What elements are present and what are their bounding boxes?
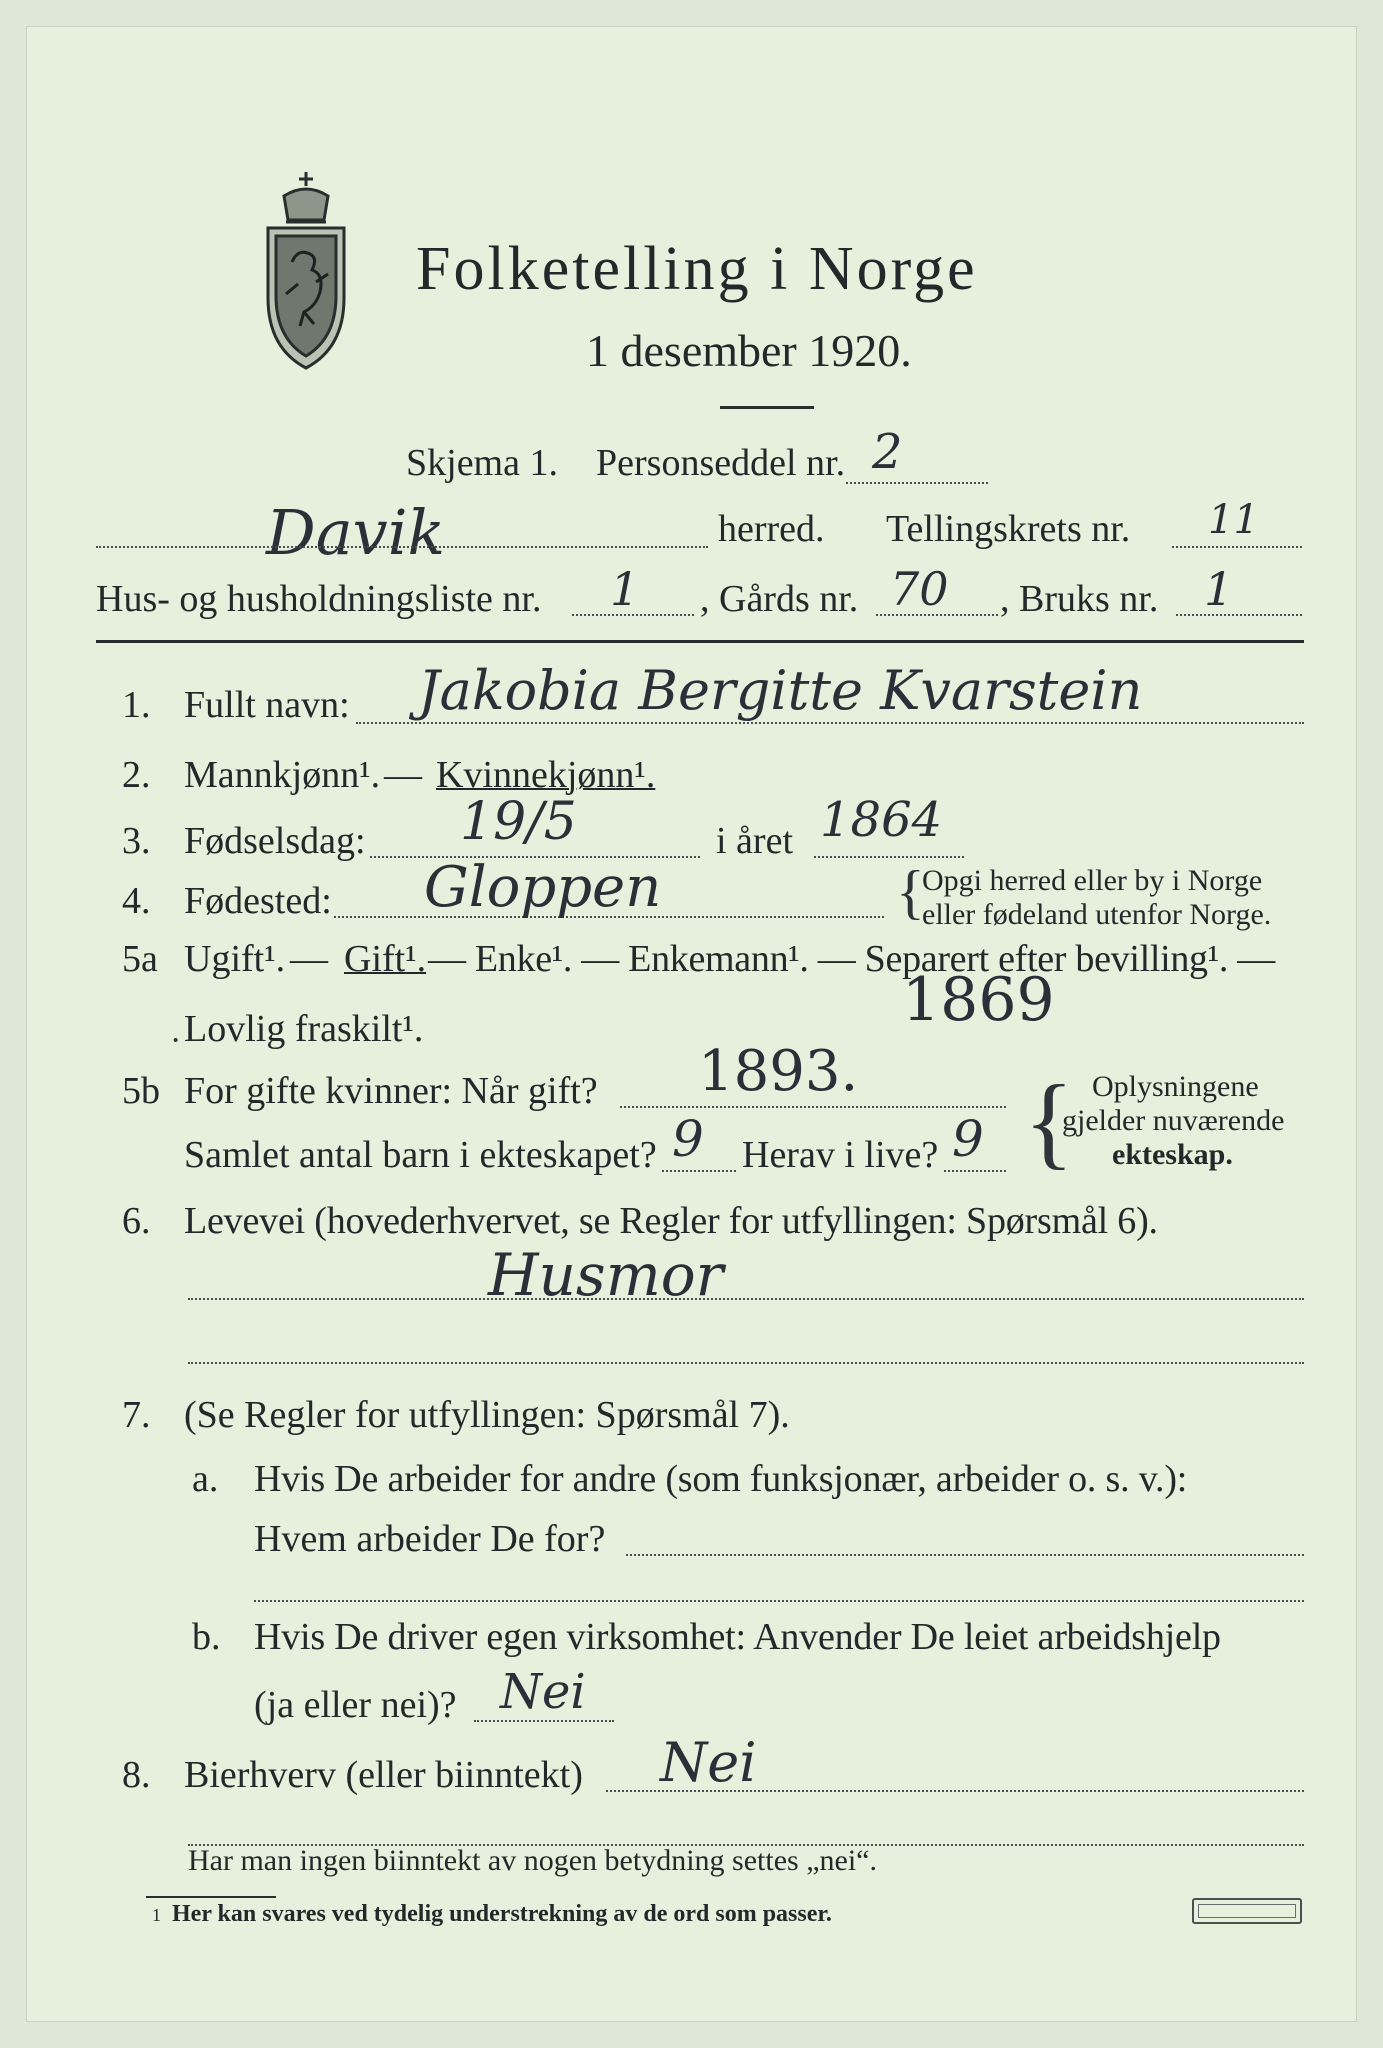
q5b-label: For gifte kvinner: Når gift?: [184, 1070, 598, 1112]
q6-value: Husmor: [488, 1241, 724, 1309]
q7a-label: Hvis De arbeider for andre (som funksjonær, arbeider o. s. v.):: [254, 1458, 1188, 1500]
bruks-line: [1176, 614, 1302, 616]
q4-number: 4.: [122, 880, 151, 922]
title-divider: [720, 406, 814, 409]
footer-note: Har man ingen biinntekt av nogen betydning settes „nei“.: [188, 1844, 877, 1877]
q6-line2: [188, 1362, 1304, 1364]
q2-separator: —: [384, 754, 422, 796]
q8-number: 8.: [122, 1754, 151, 1796]
skjema-label: Skjema 1.: [406, 442, 558, 484]
q8-label: Bierhverv (eller biinntekt): [184, 1754, 583, 1796]
q5a-extra-note: 1869: [902, 965, 1055, 1035]
q1-number: 1.: [122, 684, 151, 726]
q3-year-value: 1864: [820, 792, 943, 848]
q3-number: 3.: [122, 820, 151, 862]
ink-dot: ·: [170, 1022, 182, 1059]
q6-number: 6.: [122, 1200, 151, 1242]
gards-label: , Gårds nr.: [700, 578, 859, 620]
q7b-line: [474, 1720, 614, 1722]
q5a-number: 5a: [122, 938, 158, 980]
q8-value: Nei: [660, 1731, 757, 1794]
footnote-text: Her kan svares ved tydelig understrekning av de ord som passer.: [172, 1901, 832, 1927]
personseddel-line: [846, 482, 988, 484]
q5a-ugift: Ugift¹.: [184, 938, 286, 980]
q1-line: [356, 722, 1304, 724]
bruks-label: , Bruks nr.: [1000, 578, 1159, 620]
header-divider: [96, 640, 1304, 643]
q2-female-option: Kvinnekjønn¹.: [436, 754, 656, 796]
q3-year-label: i året: [716, 820, 794, 862]
q5b-brace: {: [1024, 1064, 1074, 1179]
printer-stamp-icon: [1192, 1898, 1302, 1924]
q7b-question: (ja eller nei)?: [254, 1684, 457, 1726]
tellingskrets-value: 11: [1208, 497, 1259, 543]
q4-brace: {: [896, 859, 925, 925]
personseddel-value: 2: [872, 424, 903, 480]
hus-label: Hus- og husholdningsliste nr.: [96, 578, 542, 620]
q7b-label: Hvis De driver egen virksomhet: Anvender De leiet arbeidshjelp: [254, 1616, 1221, 1658]
herred-value: Davik: [266, 496, 446, 569]
q7a-line2: [254, 1600, 1304, 1602]
q4-value: Gloppen: [424, 855, 662, 920]
q5b-note-line2: gjelder nuværende: [1062, 1104, 1285, 1137]
census-date: 1 desember 1920.: [586, 325, 912, 376]
personseddel-label: Personseddel nr.: [596, 442, 846, 484]
q5b-children-label: Samlet antal barn i ekteskapet?: [184, 1134, 657, 1176]
q5b-value: 1893.: [698, 1039, 859, 1104]
q7b-value: Nei: [500, 1664, 586, 1720]
q5b-alive-line: [944, 1170, 1006, 1172]
q6-label: Levevei (hovederhvervet, se Regler for utfyllingen: Spørsmål 6).: [184, 1200, 1158, 1242]
q5b-alive-value: 9: [952, 1110, 984, 1168]
q7-label: (Se Regler for utfyllingen: Spørsmål 7).: [184, 1394, 790, 1436]
q5a-other-options: — Enke¹. — Enkemann¹. — Separert efter bevilling¹. —: [428, 938, 1275, 980]
q4-label: Fødested:: [184, 880, 332, 922]
q7-number: 7.: [122, 1394, 151, 1436]
hus-value: 1: [610, 562, 640, 616]
q5b-note-line3: ekteskap.: [1112, 1138, 1233, 1171]
q5a-gift: Gift¹.: [344, 938, 427, 980]
q3-year-line: [814, 856, 964, 858]
q5a-lovlig-fraskilt: Lovlig fraskilt¹.: [184, 1008, 424, 1050]
herred-label: herred.: [718, 508, 825, 550]
q5b-children-value: 9: [672, 1110, 704, 1168]
q2-male-option: Mannkjønn¹.: [184, 754, 381, 796]
q5b-children-line: [662, 1170, 736, 1172]
q5b-note-line1: Oplysningene: [1092, 1070, 1259, 1103]
q1-label: Fullt navn:: [184, 684, 350, 726]
q7a-question: Hvem arbeider De for?: [254, 1518, 606, 1560]
gards-value: 70: [890, 562, 949, 616]
form-title: Folketelling i Norge: [416, 235, 978, 303]
q6-line1: [188, 1298, 1304, 1300]
tellingskrets-line: [1172, 546, 1302, 548]
q7b-letter: b.: [192, 1616, 221, 1658]
q5b-alive-label: Herav i live?: [742, 1134, 939, 1176]
q4-note-line1: Opgi herred eller by i Norge: [922, 864, 1263, 897]
q2-number: 2.: [122, 754, 151, 796]
q5b-line: [620, 1106, 1006, 1108]
q5b-number: 5b: [122, 1070, 160, 1112]
q1-value: Jakobia Bergitte Kvarstein: [418, 659, 1143, 722]
q7a-letter: a.: [192, 1458, 219, 1500]
footnote-mark: 1: [152, 1905, 161, 1925]
bruks-value: 1: [1204, 562, 1234, 616]
herred-line: [96, 546, 708, 548]
q5a-dash: —: [290, 938, 328, 980]
q3-value: 19/5: [460, 792, 577, 852]
coat-of-arms-icon: [246, 166, 366, 376]
q4-note-line2: eller fødeland utenfor Norge.: [922, 898, 1272, 931]
footnote-divider: [146, 1896, 276, 1898]
q3-label: Fødselsdag:: [184, 820, 366, 862]
tellingskrets-label: Tellingskrets nr.: [886, 508, 1131, 550]
q7a-line1: [626, 1554, 1304, 1556]
